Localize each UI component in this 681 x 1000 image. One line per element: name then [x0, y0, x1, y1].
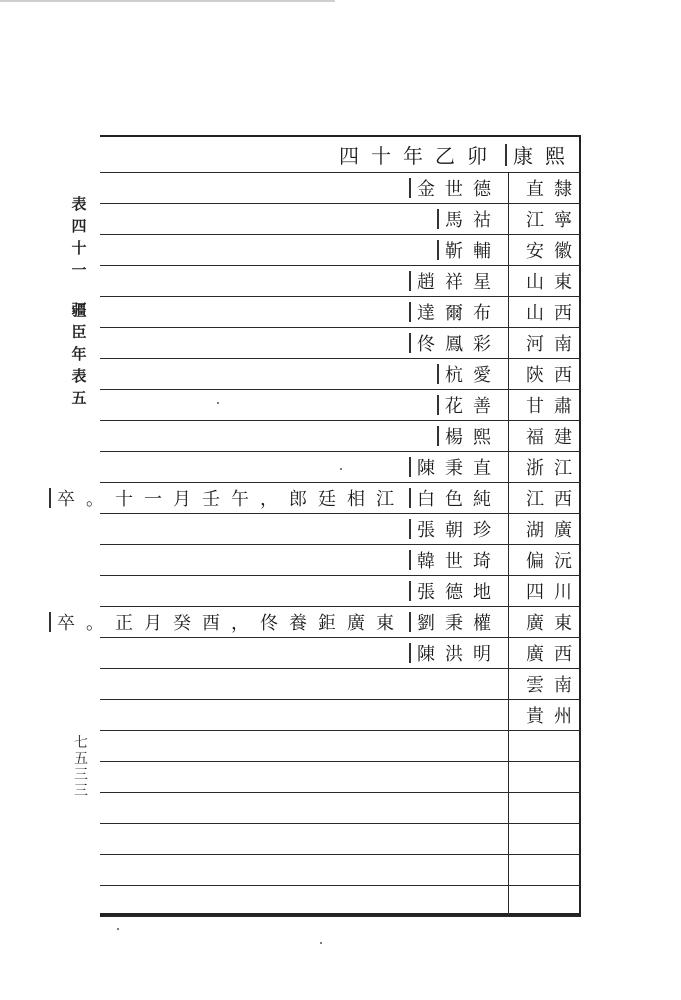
table-row	[100, 172, 581, 203]
table-row	[100, 234, 581, 265]
province-cell	[514, 234, 582, 265]
row-rule	[100, 792, 581, 793]
official-name-cell	[409, 451, 501, 482]
official-name-cell	[437, 234, 501, 265]
row-rule	[100, 606, 581, 607]
note-cell	[49, 606, 405, 637]
province-text: 直隸	[526, 178, 582, 200]
province-text: 安徽	[526, 240, 582, 262]
table-row	[100, 358, 581, 389]
note-text: 卒。正月癸酉，佟養鉅廣東	[57, 612, 405, 634]
speck	[117, 928, 119, 930]
official-name-text: 韓世琦	[417, 550, 501, 572]
header-era: 康熙	[513, 144, 577, 168]
official-name-text: 佟鳳彩	[417, 333, 501, 355]
official-name-cell	[409, 575, 501, 606]
row-rule	[100, 730, 581, 731]
column-mark	[409, 178, 411, 198]
column-mark	[409, 643, 411, 663]
table-row	[100, 823, 581, 854]
table-row	[100, 420, 581, 451]
table-row	[100, 575, 581, 606]
official-name-cell	[437, 389, 501, 420]
official-name-cell	[437, 358, 501, 389]
official-name-text: 花善	[445, 395, 501, 417]
province-text: 貴州	[526, 705, 582, 727]
official-name-text: 杭愛	[445, 364, 501, 386]
official-name-cell	[409, 327, 501, 358]
speck	[217, 402, 219, 404]
row-rule	[100, 172, 581, 173]
official-name-cell	[437, 420, 501, 451]
row-rule	[100, 544, 581, 545]
official-name-cell	[409, 544, 501, 575]
column-mark	[409, 581, 411, 601]
column-mark	[437, 240, 439, 260]
province-text: 廣東	[526, 612, 582, 634]
table-row	[100, 296, 581, 327]
row-rule	[100, 451, 581, 452]
province-cell	[514, 172, 582, 203]
official-name-cell	[409, 637, 501, 668]
row-rule	[100, 575, 581, 576]
column-mark	[437, 426, 439, 446]
province-cell	[514, 203, 582, 234]
official-name-text: 楊熙	[445, 426, 501, 448]
official-name-cell	[409, 172, 501, 203]
header-year: 四十年乙卯	[339, 144, 499, 168]
column-mark	[409, 302, 411, 322]
table-row	[100, 637, 581, 668]
row-rule	[100, 327, 581, 328]
note-text: 卒。十一月壬午，郎廷相江	[57, 488, 405, 510]
table-row	[100, 327, 581, 358]
table-row	[100, 854, 581, 885]
row-rule	[100, 234, 581, 235]
province-cell	[514, 606, 582, 637]
province-cell	[514, 420, 582, 451]
column-mark	[437, 395, 439, 415]
province-text: 河南	[526, 333, 582, 355]
official-name-text: 劉秉權	[417, 612, 501, 634]
province-text: 浙江	[526, 457, 582, 479]
table-row	[100, 668, 581, 699]
side-title	[68, 193, 90, 409]
column-mark	[49, 612, 51, 632]
speck	[320, 942, 322, 944]
province-cell	[514, 699, 582, 730]
province-text: 江西	[526, 488, 582, 510]
province-cell	[514, 575, 582, 606]
table-row	[100, 389, 581, 420]
row-rule	[100, 296, 581, 297]
table-row	[100, 265, 581, 296]
province-cell	[514, 482, 582, 513]
province-text: 湖廣	[526, 519, 582, 541]
official-name-cell	[409, 513, 501, 544]
official-name-text: 馬祜	[445, 209, 501, 231]
official-name-cell	[409, 606, 501, 637]
row-rule	[100, 513, 581, 514]
official-name-text: 達爾布	[417, 302, 501, 324]
official-name-text: 金世德	[417, 178, 501, 200]
province-cell	[514, 358, 582, 389]
table-row	[100, 203, 581, 234]
table-row	[100, 544, 581, 575]
column-mark	[409, 488, 411, 508]
table-row	[100, 730, 581, 761]
header-row	[100, 137, 581, 172]
province-cell	[514, 327, 582, 358]
official-name-text: 張朝珍	[417, 519, 501, 541]
column-mark	[505, 144, 507, 166]
side-title-section: 疆臣年表五	[71, 301, 87, 407]
row-rule	[100, 668, 581, 669]
row-rule	[100, 358, 581, 359]
column-mark	[409, 333, 411, 353]
row-rule	[100, 699, 581, 700]
column-mark	[437, 364, 439, 384]
table-row	[100, 699, 581, 730]
page-number: 七五三三	[74, 735, 88, 799]
column-mark	[409, 612, 411, 632]
row-rule	[100, 420, 581, 421]
column-mark	[49, 488, 51, 508]
page-top-rule	[0, 0, 335, 2]
official-name-cell	[409, 296, 501, 327]
official-name-text: 靳輔	[445, 240, 501, 262]
table-row	[57, 606, 582, 637]
province-text: 四川	[526, 581, 582, 603]
official-name-text: 趙祥星	[417, 271, 501, 293]
row-rule	[100, 203, 581, 204]
speck	[340, 468, 342, 470]
row-rule	[100, 265, 581, 266]
province-text: 偏沅	[526, 550, 582, 572]
province-cell	[514, 265, 582, 296]
province-text: 山西	[526, 302, 582, 324]
official-name-text: 陳洪明	[417, 643, 501, 665]
province-cell	[514, 389, 582, 420]
province-text: 甘肅	[526, 395, 582, 417]
official-name-text: 白色純	[417, 488, 501, 510]
table-row	[100, 792, 581, 823]
official-name-cell	[409, 265, 501, 296]
row-rule	[100, 389, 581, 390]
table-row	[100, 451, 581, 482]
column-mark	[409, 550, 411, 570]
table-row	[100, 513, 581, 544]
province-cell	[514, 668, 582, 699]
province-text: 山東	[526, 271, 582, 293]
province-text: 陝西	[526, 364, 582, 386]
province-text: 雲南	[526, 674, 582, 696]
table-row	[100, 761, 581, 792]
row-rule	[100, 854, 581, 855]
column-mark	[409, 457, 411, 477]
province-cell	[514, 544, 582, 575]
header-text	[339, 137, 577, 172]
row-rule	[100, 482, 581, 483]
column-mark	[409, 519, 411, 539]
official-name-text: 張德地	[417, 581, 501, 603]
province-cell	[514, 637, 582, 668]
row-rule	[100, 823, 581, 824]
province-cell	[514, 451, 582, 482]
row-rule	[100, 761, 581, 762]
note-cell	[49, 482, 405, 513]
province-cell	[514, 296, 582, 327]
province-text: 廣西	[526, 643, 582, 665]
official-name-cell	[409, 482, 501, 513]
column-mark	[437, 209, 439, 229]
official-name-cell	[437, 203, 501, 234]
column-mark	[409, 271, 411, 291]
row-rule	[100, 637, 581, 638]
official-name-text: 陳秉直	[417, 457, 501, 479]
table-row	[100, 885, 581, 916]
side-title-volume: 表四十一	[71, 195, 87, 279]
province-text: 福建	[526, 426, 582, 448]
province-cell	[514, 513, 582, 544]
row-rule	[100, 916, 581, 917]
province-text: 江寧	[526, 209, 582, 231]
row-rule	[100, 885, 581, 886]
table-row	[57, 482, 582, 513]
